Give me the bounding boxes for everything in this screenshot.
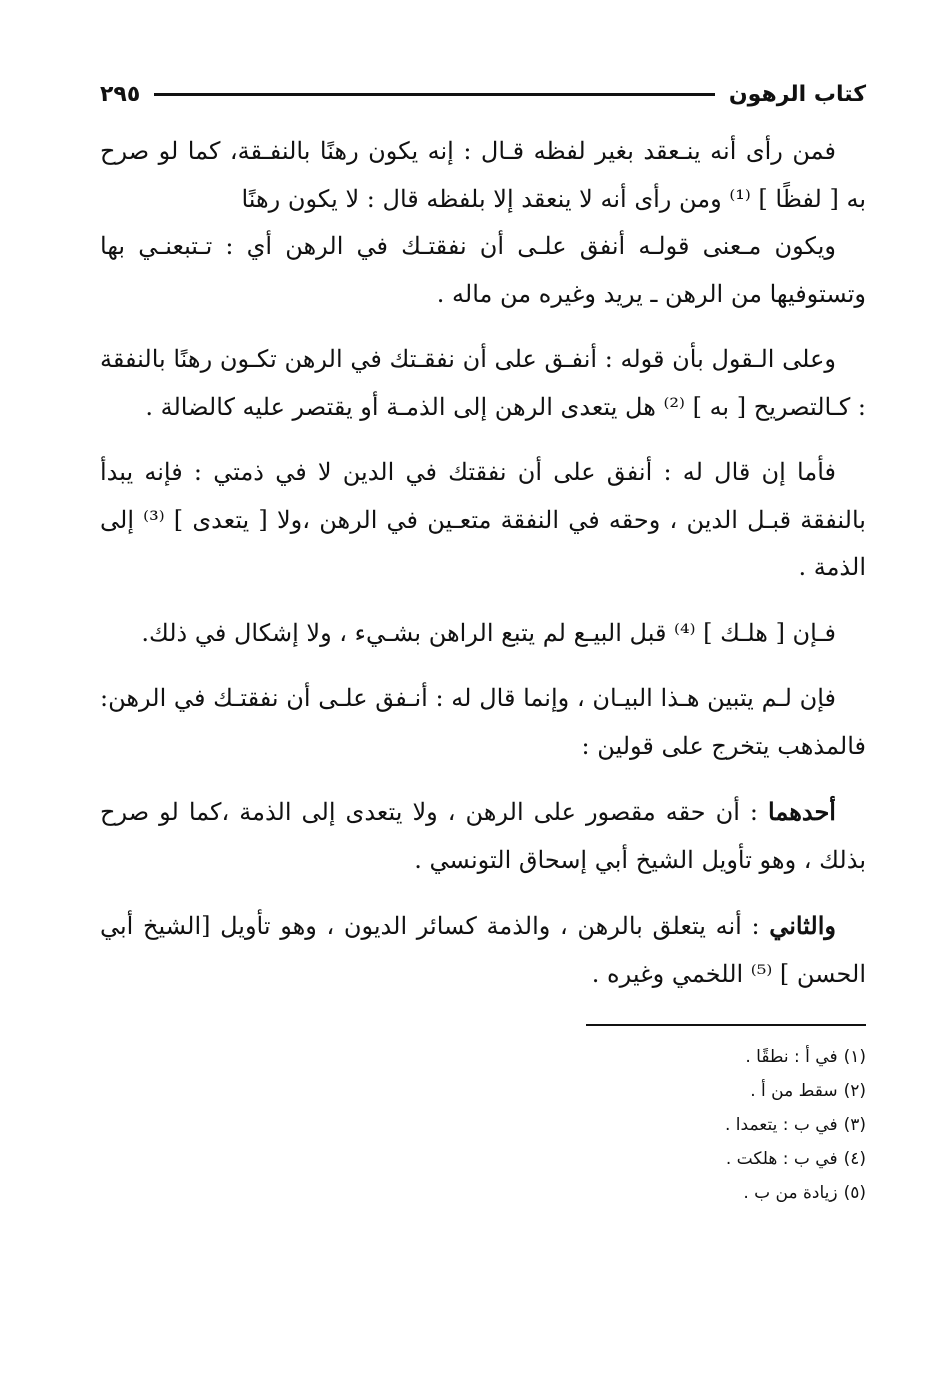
footnotes (100, 1040, 866, 1210)
paragraph (100, 223, 866, 318)
paragraph (100, 902, 866, 998)
paragraph-text: وعلى الـقول بأن قوله : أنفـق على أن نفقـتك في الرهن تكـون رهنًا بالنفقة : كـالتصريح [ به ] ⁽²⁾ هل يتعدى الرهن إلى الذمـة أو يقتصر عليه كالضالة . (100, 345, 866, 421)
footnote (100, 1142, 866, 1176)
footnote-number: (٣) (843, 1115, 866, 1135)
footnote (100, 1176, 866, 1210)
footnote (100, 1074, 866, 1108)
paragraph (100, 128, 866, 223)
footnote-text: في ب : يتعمدا . (724, 1115, 838, 1135)
footnote-number: (١) (843, 1047, 866, 1067)
paragraph (100, 675, 866, 770)
footnote-number: (٢) (843, 1081, 866, 1101)
paragraph (100, 788, 866, 884)
paragraph-lead: أحدهما (768, 797, 836, 826)
paragraph-text: فأما إن قال له : أنفق على أن نفقتك في الدين لا في ذمتي : فإنه يبدأ بالنفقة قبـل الدين ، وحقه في النفقة متعـين في الرهن ،ولا [ يتعدى ] ⁽³⁾ إلى الذمة . (100, 458, 866, 581)
paragraph-text: ويكون مـعنى قولـه أنفق علـى أن نفقتـك في الرهن أي : تـتبعنـي بها وتستوفيها من الرهن ـ يريد وغيره من ماله . (100, 232, 866, 308)
paragraph-text: : أن حقه مقصور على الرهن ، ولا يتعدى إلى الذمة ،كما لو صرح بذلك ، وهو تأويل الشيخ أبي إسحاق التونسي . (100, 798, 866, 874)
header-rule (154, 93, 715, 96)
running-header (100, 72, 866, 116)
page-number: ٢٩٥ (100, 81, 141, 107)
main-text (100, 128, 866, 998)
paragraph-text: فإن لـم يتبين هـذا البيـان ، وإنما قال له : أنـفق علـى أن نفقتـك في الرهن: فالمذهب يتخرج على قولين : (100, 684, 866, 760)
paragraph (100, 610, 866, 658)
footnote-text: في ب : هلكت . (725, 1149, 838, 1169)
paragraph-text: فمن رأى أنه ينـعقد بغير لفظه قـال : إنه يكون رهنًا بالنفـقة، كما لو صرح به [ لفظًا ] ⁽¹⁾ ومن رأى أنه لا ينعقد إلا بلفظه قال : لا يكون رهنًا (100, 137, 866, 213)
book-page (100, 72, 866, 1210)
footnote-separator (586, 1024, 866, 1026)
footnote (100, 1040, 866, 1074)
paragraph-lead: والثاني (769, 911, 836, 940)
paragraph (100, 449, 866, 592)
paragraph (100, 336, 866, 431)
footnote-text: سقط من أ . (750, 1081, 838, 1101)
chapter-title: كتاب الرهون (728, 81, 866, 107)
footnote-number: (٥) (843, 1183, 866, 1203)
paragraph-text: فـإن [ هلـك ] ⁽⁴⁾ قبل البيـع لم يتبع الراهن بشـيء ، ولا إشكال في ذلك. (141, 618, 836, 647)
footnote-text: في أ : نطقًا . (745, 1047, 838, 1067)
footnote-text: زيادة من ب . (743, 1183, 838, 1203)
footnote (100, 1108, 866, 1142)
footnote-number: (٤) (843, 1149, 866, 1169)
paragraph-text: : أنه يتعلق بالرهن ، والذمة كسائر الديون ، وهو تأويل [الشيخ أبي الحسن ] ⁽⁵⁾ اللخمي وغيره . (100, 912, 866, 988)
